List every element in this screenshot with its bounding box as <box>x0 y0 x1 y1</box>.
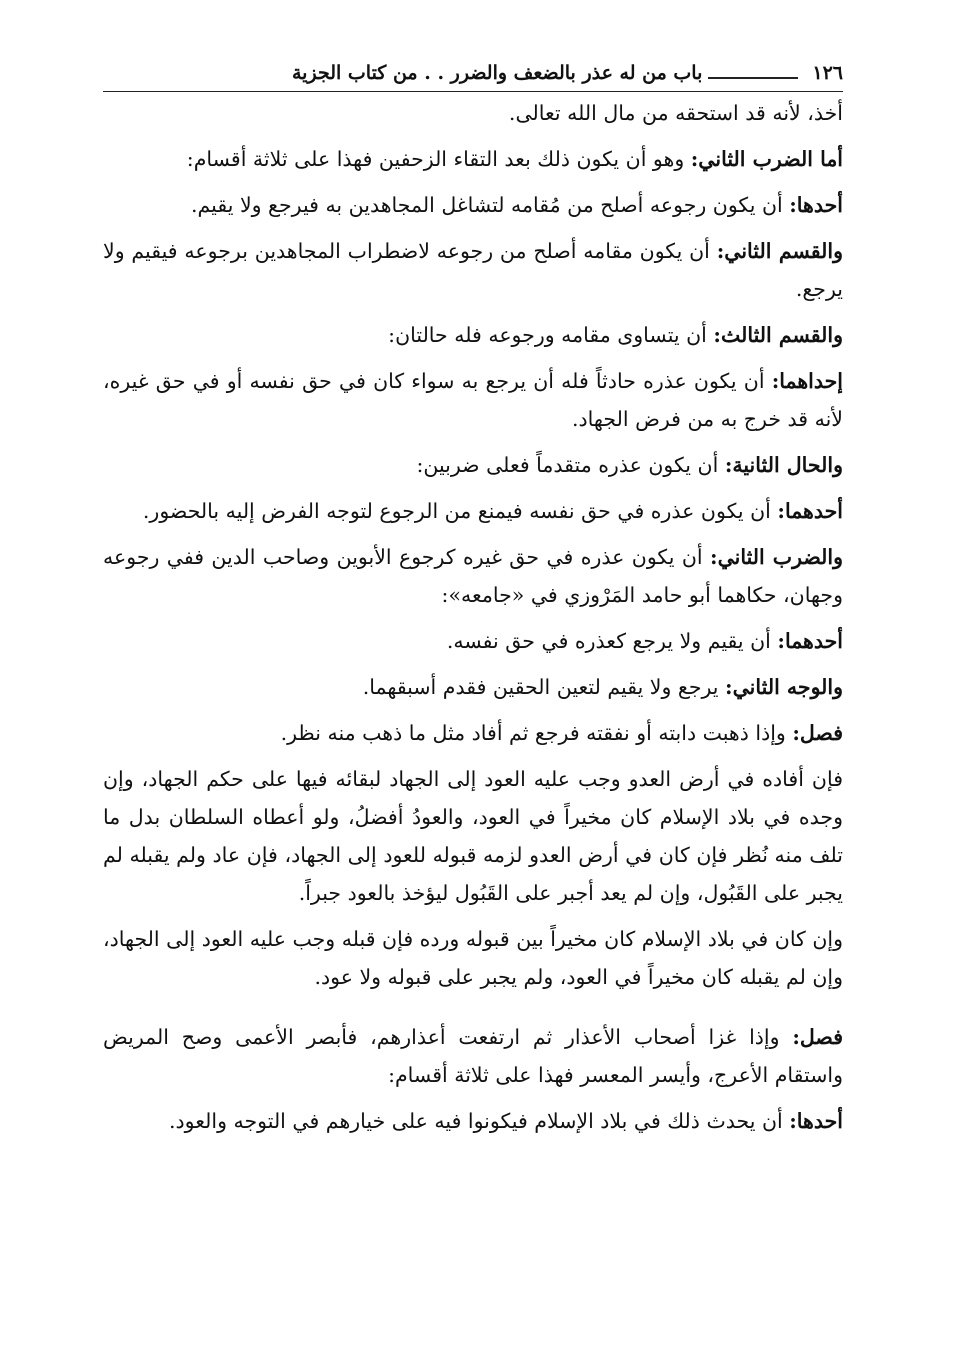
paragraph-text: أن يقيم ولا يرجع كعذره في حق نفسه. <box>446 628 778 653</box>
paragraph-text: أن يكون مقامه أصلح من رجوعه لاضطراب المجاهدين برجوعه فيقيم ولا يرجع. <box>103 238 843 301</box>
paragraph-lead: والضرب الثاني: <box>710 544 843 569</box>
paragraph-text: وإذا ذهبت دابته أو نفقته فرجع ثم أفاد مثل ما ذهب منه نظر. <box>280 720 793 745</box>
paragraph <box>103 920 843 996</box>
paragraph <box>103 1018 843 1094</box>
paragraph <box>103 668 843 706</box>
paragraph-lead: أحدهما: <box>777 628 843 653</box>
paragraph <box>103 362 843 438</box>
paragraph <box>103 538 843 614</box>
paragraph <box>103 186 843 224</box>
paragraph-lead: أحدها: <box>789 192 843 217</box>
paragraph-lead: والحال الثانية: <box>724 452 843 477</box>
paragraph-text: وإن كان في بلاد الإسلام كان مخيراً بين قبوله ورده فإن قبله وجب عليه العود إلى الجهاد، وإن لم يقبله كان مخيراً في العود، ولم يجبر على قبوله ولا عود. <box>103 926 843 989</box>
paragraph <box>103 622 843 660</box>
paragraph <box>103 232 843 308</box>
paragraph <box>103 94 843 132</box>
paragraph <box>103 316 843 354</box>
paragraph-text: أن يكون عذره في حق نفسه فيمنع من الرجوع لتوجه الفرض إليه بالحضور. <box>142 498 778 523</box>
paragraph <box>103 446 843 484</box>
paragraph <box>103 760 843 912</box>
paragraph-lead: والقسم الثالث: <box>713 322 843 347</box>
paragraph <box>103 1102 843 1140</box>
paragraph <box>103 140 843 178</box>
paragraph-text: أن يكون عذره متقدماً فعلى ضربين: <box>416 452 725 477</box>
paragraph <box>103 714 843 752</box>
paragraph-lead: إحداهما: <box>771 368 843 393</box>
paragraph-lead: والوجه الثاني: <box>725 674 843 699</box>
paragraph-text: وإذا غزا أصحاب الأعذار ثم ارتفعت أعذارهم، فأبصر الأعمى وصح المريض واستقام الأعرج، وأيسر المعسر فهذا على ثلاثة أقسام: <box>103 1024 843 1087</box>
paragraph-lead: فصل: <box>792 1024 843 1049</box>
running-title: باب من له عذر بالضعف والضرر . . من كتاب الجزية <box>291 62 703 84</box>
document-page <box>103 62 843 1148</box>
paragraph-text: أن يكون رجوعه أصلح من مُقامه لتشاغل المجاهدين به فيرجع ولا يقيم. <box>191 192 790 217</box>
paragraph-text: أن يكون عذره في حق غيره كرجوع الأبوين وصاحب الدين ففي رجوعه وجهان، حكاهما أبو حامد المَرْوزي في «جامعه»: <box>103 544 843 607</box>
paragraph-text: فإن أفاده في أرض العدو وجب عليه العود إلى الجهاد لبقائه فيها على حكم الجهاد، وإن وجده في بلاد الإسلام كان مخيراً في العود، والعودُ أفضلُ، ولو أعطاه السلطان بدل ما تلف منه نُظر فإن كان في أرض العدو لزمه قبوله للعود إلى الجهاد، فإن عاد ولم يقبله لم يجبر على القَبُول، وإن لم يعد أجبر على القَبُول ليؤخذ بالعود جبراً. <box>103 766 843 905</box>
paragraph-text: أخذ، لأنه قد استحقه من مال الله تعالى. <box>508 100 843 125</box>
paragraph-lead: أحدها: <box>789 1108 843 1133</box>
paragraph-text: أن يكون عذره حادثاً فله أن يرجع به سواء كان في حق نفسه أو في حق غيره، لأنه قد خرج به من فرض الجهاد. <box>103 368 843 431</box>
paragraph-lead: والقسم الثاني: <box>716 238 843 263</box>
paragraph-text: يرجع ولا يقيم لتعين الحقين فقدم أسبقهما. <box>362 674 726 699</box>
paragraph-lead: أحدهما: <box>777 498 843 523</box>
header-rule <box>708 77 798 79</box>
paragraph-text: وهو أن يكون ذلك بعد التقاء الزحفين فهذا على ثلاثة أقسام: <box>186 146 691 171</box>
paragraph <box>103 492 843 530</box>
paragraph-lead: أما الضرب الثاني: <box>690 146 843 171</box>
page-header <box>103 62 843 92</box>
paragraph-lead: فصل: <box>792 720 843 745</box>
paragraph-text: أن يتساوى مقامه ورجوعه فله حالتان: <box>388 322 714 347</box>
paragraph-text: أن يحدث ذلك في بلاد الإسلام فيكونوا فيه على خيارهم في التوجه والعود. <box>169 1108 790 1133</box>
page-number: ١٢٦ <box>812 62 843 84</box>
